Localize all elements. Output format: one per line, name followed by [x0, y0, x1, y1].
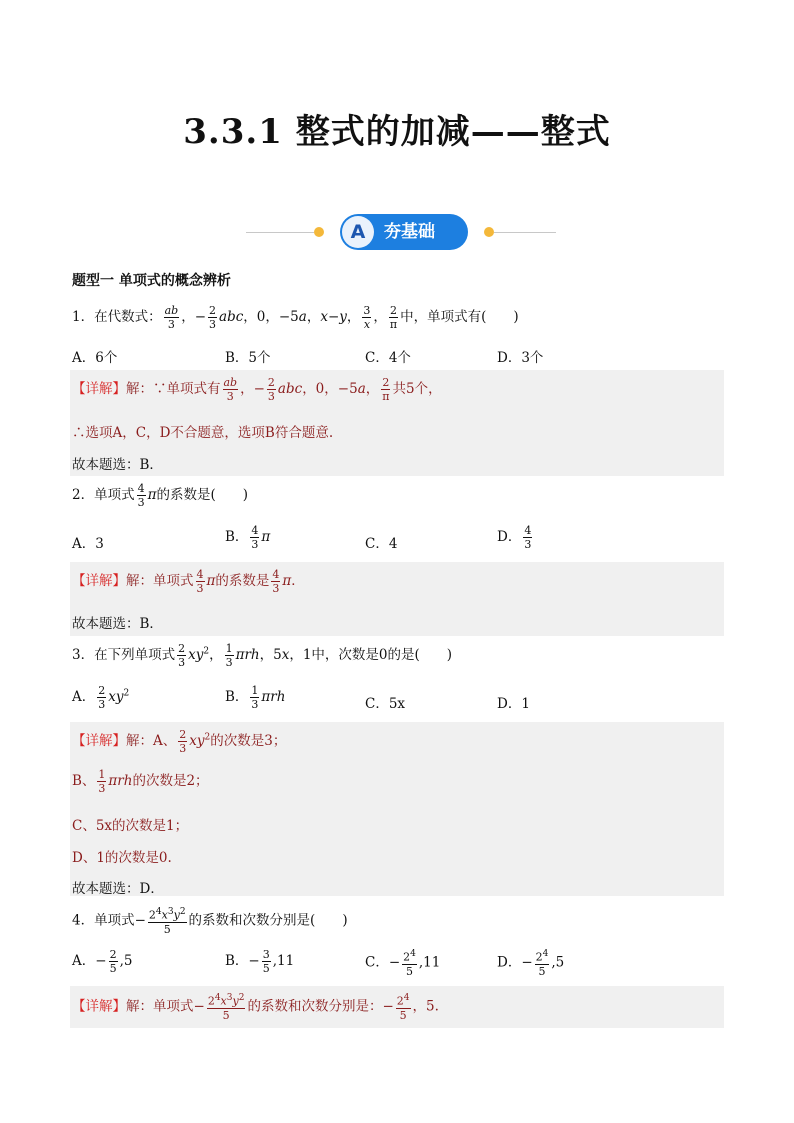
q2-option-b: B． $\frac{4}{3}$ π [225, 524, 271, 551]
q4-option-d: D．− $\frac{2^4}{5}$ ,5 [497, 949, 565, 978]
frac-1-over-3: $\frac{1}{3}$ [251, 684, 259, 711]
frac-3-over-5: $\frac{3}{5}$ [262, 948, 270, 975]
q2-answer-line-1: 【详解】解：单项式 $\frac{4}{3}$ π的系数是 $\frac{4}{3}$ π． [72, 568, 305, 595]
page-title: 3.3.1 整式的加减——整式 [183, 112, 611, 152]
answer-tag: 【详解】 [72, 381, 126, 397]
q3-answer-line-4: D、1的次数是0. [72, 850, 172, 866]
q3-option-d: D．1 [497, 696, 530, 712]
question-3: 3．在下列单项式 $\frac{2}{3}$ $xy^2$， $\frac{1}{3}$ πrh，5x，1中，次数是0的是( ) [72, 642, 453, 669]
frac-1-over-3: $\frac{1}{3}$ [225, 642, 233, 669]
banner-text: 夯基础 [384, 222, 435, 242]
frac-2-over-3: $\frac{2}{3}$ [179, 728, 187, 755]
q3-answer-line-3: C、5x的次数是1； [72, 818, 189, 834]
q1-stem-start: 1．在代数式： [72, 309, 162, 325]
question-1: 1．在代数式： $\frac{ab}{3}$ ，− $\frac{2}{3}$ abc，0，−5a，x−y， $\frac{3}{x}$ ， $\frac{2}{\pi}$ 中，单项式有( ) [72, 304, 519, 331]
q1-option-b: B．5个 [225, 350, 271, 366]
frac-monomial: $\frac{2^4x^3y^2}{5}$ [148, 907, 186, 936]
frac-2-over-pi: $\frac{2}{\pi}$ [382, 376, 390, 403]
q4-answer-line-1: 【详解】解：单项式− $\frac{2^4x^3y^2}{5}$ 的系数和次数分别是：− $\frac{2^4}{5}$ ，5. [72, 993, 439, 1022]
q3-option-b: B． $\frac{1}{3}$ πrh [225, 684, 286, 711]
frac-2pow4-over-5: $\frac{2^4}{5}$ [396, 993, 410, 1022]
frac-ab-over-3: $\frac{ab}{3}$ [164, 304, 179, 331]
banner-left-line [246, 232, 314, 233]
q4-option-a: A．− $\frac{2}{5}$ ,5 [72, 948, 133, 975]
frac-4-over-3: $\frac{4}{3}$ [524, 524, 532, 551]
q2-option-d: D． $\frac{4}{3}$ [497, 524, 532, 551]
q2-option-a: A．3 [72, 536, 104, 552]
q3-answer-line-1: 【详解】解：A、 $\frac{2}{3}$ $xy^2$的次数是3； [72, 728, 287, 755]
q4-option-b: B．− $\frac{3}{5}$ ,11 [225, 948, 295, 975]
q1-answer-line-3: 故本题选：B． [72, 457, 163, 473]
frac-2-over-3: $\frac{2}{3}$ [98, 684, 106, 711]
question-2: 2．单项式 $\frac{4}{3}$ π的系数是( ) [72, 482, 249, 509]
banner-letter: A [342, 216, 374, 248]
q1-option-d: D．3个 [497, 350, 544, 366]
q1-option-c: C．4个 [365, 350, 411, 366]
section-banner [246, 214, 556, 250]
banner-right-line [494, 232, 556, 233]
frac-2-over-pi: $\frac{2}{\pi}$ [389, 304, 398, 331]
frac-2-over-5: $\frac{2}{5}$ [109, 948, 117, 975]
q1-option-a: A．6个 [72, 350, 118, 366]
q3-answer-line-5: 故本题选：D． [72, 881, 164, 897]
frac-4-over-3: $\frac{4}{3}$ [196, 568, 204, 595]
q2-option-c: C．4 [365, 536, 398, 552]
frac-ab-over-3: $\frac{ab}{3}$ [223, 376, 238, 403]
q3-option-c: C．5x [365, 696, 406, 712]
question-4: 4．单项式− $\frac{2^4x^3y^2}{5}$ 的系数和次数分别是( ) [72, 907, 348, 936]
frac-3-over-x: $\frac{3}{x}$ [363, 304, 371, 331]
frac-2-over-3: $\frac{2}{3}$ [267, 376, 275, 403]
section-heading: 题型一 单项式的概念辨析 [72, 273, 231, 289]
banner-right-dot [484, 227, 494, 237]
q1-answer-line-2: ∴选项A，C，D不合题意，选项B符合题意. [72, 425, 334, 441]
banner-left-dot [314, 227, 324, 237]
q1-stem-end: 中，单项式有( ) [400, 309, 519, 325]
frac-4-over-3: $\frac{4}{3}$ [251, 524, 259, 551]
frac-4-over-3: $\frac{4}{3}$ [272, 568, 280, 595]
frac-2pow4-over-5: $\frac{2^4}{5}$ [535, 949, 549, 978]
frac-2-over-3: $\frac{2}{3}$ [209, 304, 217, 331]
q3-answer-line-2: B、 $\frac{1}{3}$ πrh的次数是2； [72, 768, 209, 795]
q2-answer-line-2: 故本题选：B． [72, 616, 163, 632]
q4-option-c: C．− $\frac{2^4}{5}$ ,11 [365, 949, 441, 978]
q3-option-a: A． $\frac{2}{3}$ $xy^2$ [72, 684, 130, 711]
frac-4-over-3: $\frac{4}{3}$ [137, 482, 145, 509]
frac-2-over-3: $\frac{2}{3}$ [178, 642, 186, 669]
banner-pill [340, 214, 468, 250]
frac-1-over-3: $\frac{1}{3}$ [98, 768, 106, 795]
q1-answer-line-1: 【详解】解：∵单项式有 $\frac{ab}{3}$ ，− $\frac{2}{3}$ abc，0，−5a， $\frac{2}{\pi}$ 共5个， [72, 376, 442, 403]
frac-2pow4-over-5: $\frac{2^4}{5}$ [403, 949, 416, 978]
frac-monomial: $\frac{2^4x^3y^2}{5}$ [207, 993, 245, 1022]
